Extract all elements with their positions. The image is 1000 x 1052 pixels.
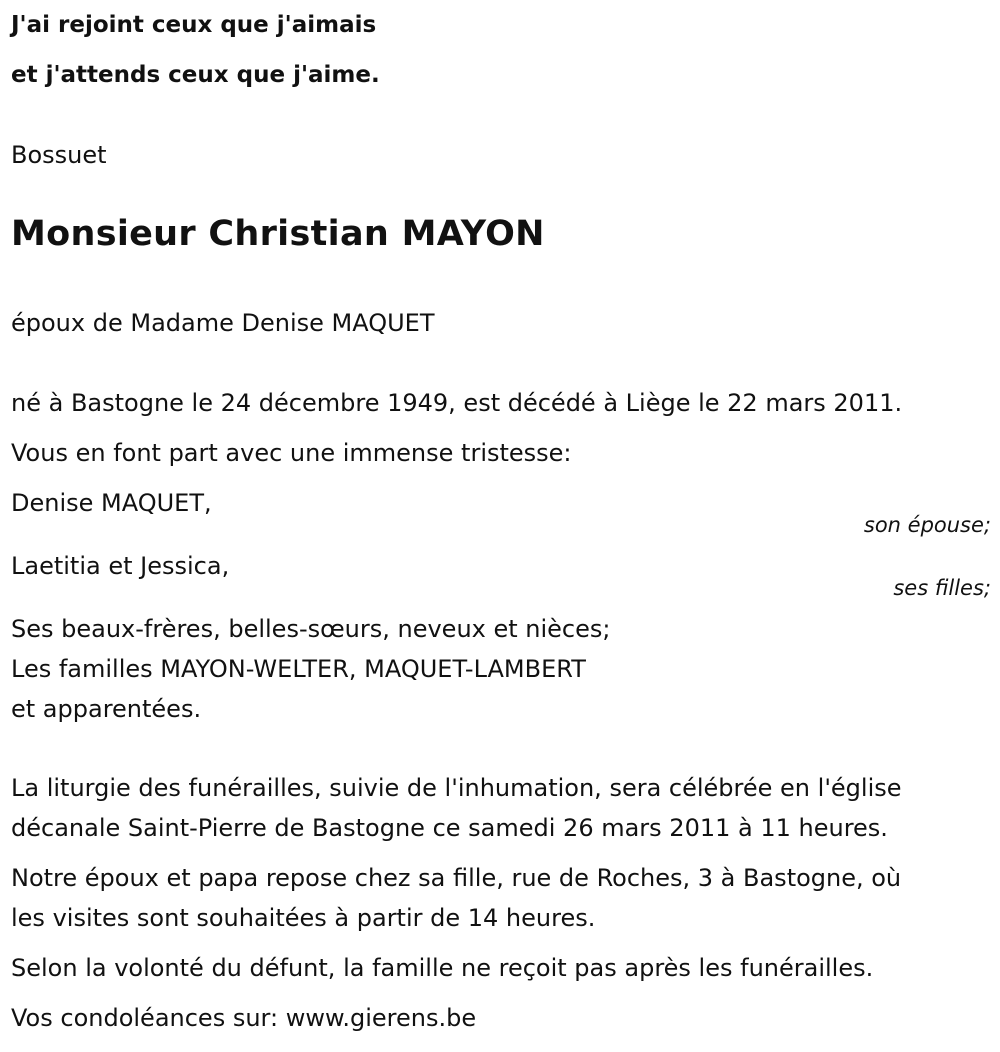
liturgy-line: La liturgie des funérailles, suivie de l'inhumation, sera célébrée en l'église — [11, 774, 902, 802]
family-others-line: Les familles MAYON-WELTER, MAQUET-LAMBERT — [11, 655, 586, 683]
family-others-line: et apparentées. — [11, 695, 202, 723]
repose-line: les visites sont souhaitées à partir de 14 heures. — [11, 904, 596, 932]
birth-death-line: né à Bastogne le 24 décembre 1949, est décédé à Liège le 22 mars 2011. — [11, 389, 903, 417]
epigraph-author: Bossuet — [11, 141, 107, 169]
family-member-name: Denise MAQUET, — [11, 489, 212, 517]
family-wish-line: Selon la volonté du défunt, la famille ne reçoit pas après les funérailles. — [11, 954, 874, 982]
family-member-role: ses filles; — [893, 576, 991, 600]
family-member-role: son épouse; — [863, 513, 991, 537]
epigraph-line-2: et j'attends ceux que j'aime. — [11, 62, 380, 88]
spouse-line: époux de Madame Denise MAQUET — [11, 309, 435, 337]
family-intro: Vous en font part avec une immense tristesse: — [11, 439, 572, 467]
family-member-name: Laetitia et Jessica, — [11, 552, 230, 580]
liturgy-line: décanale Saint-Pierre de Bastogne ce samedi 26 mars 2011 à 11 heures. — [11, 814, 888, 842]
repose-line: Notre époux et papa repose chez sa fille, rue de Roches, 3 à Bastogne, où — [11, 864, 902, 892]
deceased-name: Monsieur Christian MAYON — [11, 214, 545, 254]
family-others-line: Ses beaux-frères, belles-sœurs, neveux et nièces; — [11, 615, 611, 643]
condolences-line: Vos condoléances sur: www.gierens.be — [11, 1004, 477, 1032]
epigraph-line-1: J'ai rejoint ceux que j'aimais — [11, 12, 377, 38]
